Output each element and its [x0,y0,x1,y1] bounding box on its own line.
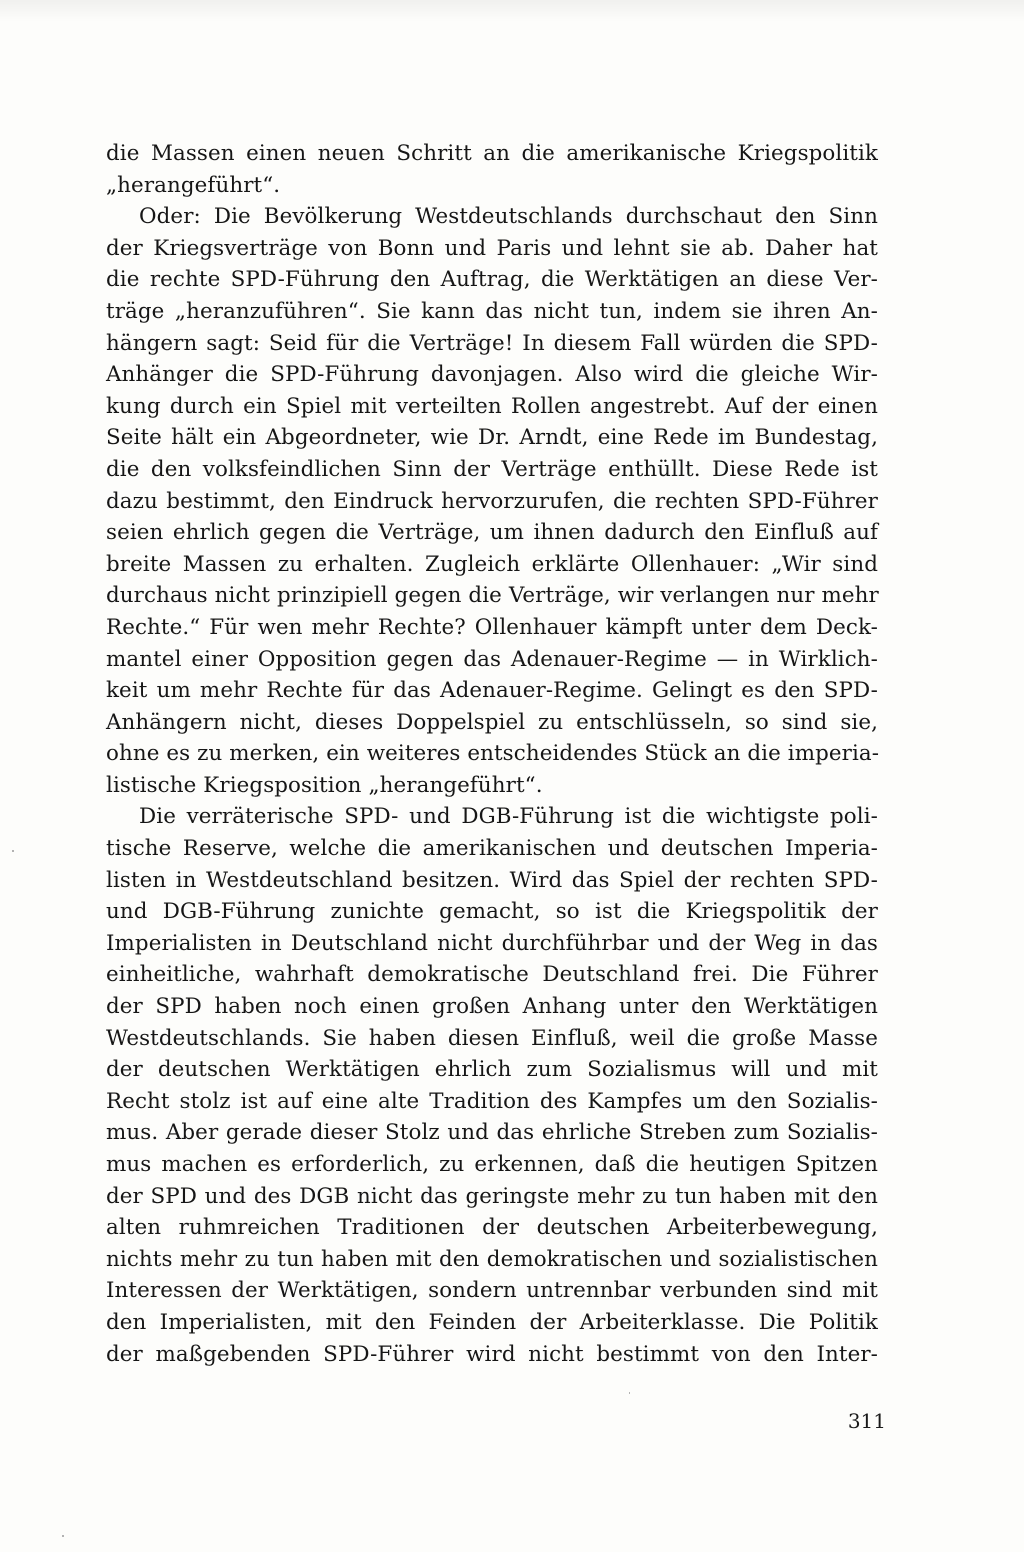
text-line: Westdeutschlands. Sie haben diesen Einfluß, weil die große Masse [106,1025,878,1051]
text-line: einheitliche, wahrhaft demokratische Deutschland frei. Die Führer [106,962,878,988]
text-line: Die verräterische SPD- und DGB-Führung ist die wichtigste poli- [139,804,878,830]
text-line: träge „heranzuführen“. Sie kann das nicht tun, indem sie ihren An- [106,298,878,324]
text-line: Interessen der Werktätigen, sondern untrennbar verbunden sind mit [106,1278,878,1304]
text-line: und DGB-Führung zunichte gemacht, so ist die Kriegspolitik der [106,899,878,925]
text-line: der SPD und des DGB nicht das geringste mehr zu tun haben mit den [106,1183,878,1209]
text-line: hängern sagt: Seid für die Verträge! In diesem Fall würden die SPD- [106,330,878,356]
text-line: der SPD haben noch einen großen Anhang unter den Werktätigen [106,994,878,1020]
text-line: nichts mehr zu tun haben mit den demokratischen und sozialistischen [106,1246,878,1272]
scan-speck [62,1535,64,1537]
scan-speck [629,1392,630,1394]
text-line: Anhänger die SPD-Führung davonjagen. Also wird die gleiche Wir- [106,362,878,388]
text-line: Rechte.“ Für wen mehr Rechte? Ollenhauer kämpft unter dem Deck- [106,614,878,640]
text-line: keit um mehr Rechte für das Adenauer-Regime. Gelingt es den SPD- [106,678,878,704]
text-line: der maßgebenden SPD-Führer wird nicht bestimmt von den Inter- [106,1341,878,1367]
text-line: Oder: Die Bevölkerung Westdeutschlands durchschaut den Sinn [139,204,878,230]
text-line: mus. Aber gerade dieser Stolz und das ehrliche Streben zum Sozialis- [106,1120,878,1146]
text-line: durchaus nicht prinzipiell gegen die Verträge, wir verlangen nur mehr [106,583,879,609]
text-line: seien ehrlich gegen die Verträge, um ihnen dadurch den Einfluß auf [106,520,878,546]
page-number: 311 [847,1409,886,1433]
text-line: die Massen einen neuen Schritt an die amerikanische Kriegspolitik [106,141,878,166]
text-line: kung durch ein Spiel mit verteilten Rollen angestrebt. Auf der einen [106,393,878,419]
text-line: Seite hält ein Abgeordneter, wie Dr. Arndt, eine Rede im Bundestag, [106,425,878,451]
text-line: alten ruhmreichen Traditionen der deutschen Arbeiterbewegung, [106,1215,878,1241]
text-line: breite Massen zu erhalten. Zugleich erklärte Ollenhauer: „Wir sind [106,551,878,577]
text-line: Imperialisten in Deutschland nicht durchführbar und der Weg in das [106,930,878,956]
text-line: Anhängern nicht, dieses Doppelspiel zu entschlüsseln, so sind sie, [106,709,878,735]
text-line: tische Reserve, welche die amerikanischen und deutschen Imperia- [106,836,878,862]
text-line: mus machen es erforderlich, zu erkennen, daß die heutigen Spitzen [106,1152,878,1177]
text-line: der Kriegsverträge von Bonn und Paris und lehnt sie ab. Daher hat [106,235,878,261]
text-line: die rechte SPD-Führung den Auftrag, die Werktätigen an diese Ver- [106,267,878,293]
text-line: der deutschen Werktätigen ehrlich zum Sozialismus will und mit [106,1057,878,1083]
text-line: dazu bestimmt, den Eindruck hervorzurufen, die rechten SPD-Führer [106,488,878,514]
text-line: Recht stolz ist auf eine alte Tradition des Kampfes um den Sozialis- [106,1088,878,1114]
text-line: ohne es zu merken, ein weiteres entscheidendes Stück an die imperia- [106,741,880,767]
text-line: mantel einer Opposition gegen das Adenauer-Regime — in Wirklich- [106,646,878,672]
text-line: listen in Westdeutschland besitzen. Wird das Spiel der rechten SPD- [106,867,878,893]
scan-speck [12,850,14,852]
body-text [106,138,878,1370]
text-line: den Imperialisten, mit den Feinden der Arbeiterklasse. Die Politik [106,1309,878,1335]
text-line: listische Kriegsposition „herangeführt“. [106,772,543,798]
text-line: „herangeführt“. [106,172,281,198]
scan-edge-shadow [0,0,1024,22]
text-line: die den volksfeindlichen Sinn der Verträge enthüllt. Diese Rede ist [106,456,878,482]
